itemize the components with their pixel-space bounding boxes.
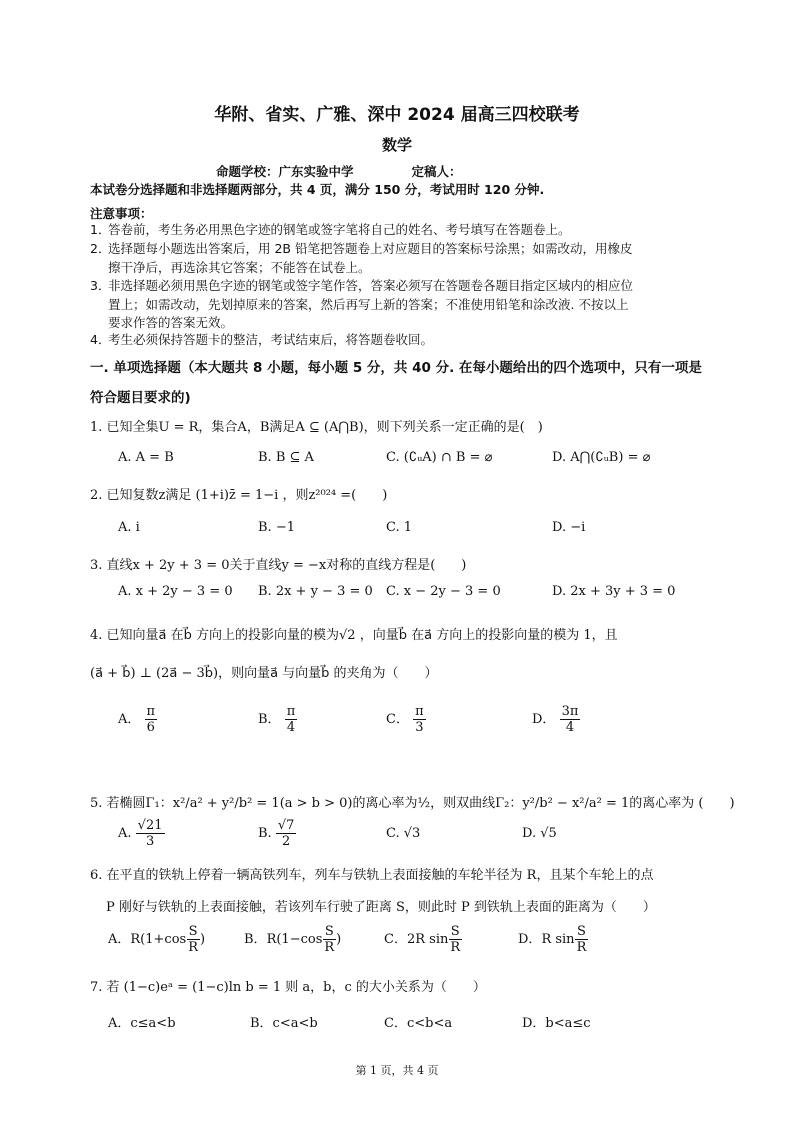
q7-option-c: C．c<b<a: [384, 1016, 453, 1031]
notice-item-2-cont: 擦干净后，再选涂其它答案；不能答在试卷上。: [108, 260, 371, 275]
question-5-stem: 5. 若椭圆Γ₁：x²/a² + y²/b² = 1(a > b > 0)的离心率为½，则双曲线Γ₂：y²/b² − x²/a² = 1的离心率为 ( ): [90, 796, 735, 811]
q4-option-c: C． $\frac{\pi}{3}$: [386, 704, 424, 735]
q5-option-d: D. √5: [522, 826, 557, 841]
question-4-stem-line1: 4. 已知向量a⃗ 在b⃗ 方向上的投影向量的模为√2 ，向量b⃗ 在a⃗ 方向上的投影向量的模为 1，且: [90, 628, 618, 643]
q2-option-d: D. −i: [552, 520, 586, 535]
page-footer: 第 1 页，共 4 页: [355, 1064, 439, 1077]
section-heading-line1: 一. 单项选择题（本大题共 8 小题，每小题 5 分，共 40 分. 在每小题给出的四个选项中，只有一项是: [90, 360, 702, 376]
exam-meta: [216, 162, 520, 180]
q4-option-b: B． $\frac{\pi}{4}$: [258, 704, 296, 735]
q5-option-c: C. √3: [386, 826, 421, 841]
notice-item-4: 4．考生必须保持答题卡的整洁，考试结束后，将答题卷收回。: [90, 332, 434, 347]
notice-item-2: 2．选择题每小题选出答案后，用 2B 铅笔把答题卷上对应题目的答案标号涂黑；如需改动，用橡皮: [90, 241, 633, 256]
q2-option-a: A. i: [118, 520, 140, 535]
q3-option-c: C. x − 2y − 3 = 0: [386, 584, 501, 599]
question-6-stem-line2: P 刚好与铁轨的上表面接触，若该列车行驶了距离 S，则此时 P 到铁轨上表面的距离为（ ）: [106, 900, 656, 915]
section-heading-line2: 符合题目要求的): [90, 390, 191, 406]
question-3-stem: 3. 直线x + 2y + 3 = 0关于直线y = −x对称的直线方程是( ): [90, 558, 467, 573]
q1-option-c: C. (∁ᵤA) ∩ B = ⌀: [386, 450, 493, 465]
question-7-stem: 7. 若 (1−c)eᵃ = (1−c)ln b = 1 则 a，b，c 的大小关系为（ ）: [90, 980, 486, 995]
q5-option-b: B. $\frac{√7}{2}$: [258, 818, 295, 849]
q4-option-d: D． $\frac{3\pi}{4}$: [532, 704, 579, 735]
q3-option-a: A. x + 2y − 3 = 0: [118, 584, 233, 599]
q6-option-b: B．R(1−cos $\frac{S}{R}$ ): [244, 924, 342, 955]
notice-item-1: 1．答卷前，考生务必用黑色字迹的钢笔或签字笔将自己的姓名、考号填写在答题卷上。: [90, 222, 571, 237]
q5-option-a: A. $\frac{√21}{3}$: [118, 818, 163, 849]
exam-subject: 数学: [381, 136, 412, 154]
q1-option-d: D. A⋂(∁ᵤB) = ⌀: [552, 450, 651, 465]
q3-option-b: B. 2x + y − 3 = 0: [258, 584, 373, 599]
notice-item-3-cont2: 要求作答的答案无效。: [108, 315, 234, 330]
q6-option-a: A．R(1+cos $\frac{S}{R}$ ): [108, 924, 206, 955]
q1-option-b: B. B ⊆ A: [258, 450, 314, 465]
notice-item-3: 3．非选择题必须用黑色字迹的钢笔或签字笔作答，答案必须写在答题卷各题目指定区域内的相应位: [90, 278, 634, 293]
author-label: 定稿人：: [411, 164, 462, 179]
q7-option-d: D．b<a≤c: [522, 1016, 591, 1031]
question-2-stem: 2. 已知复数z满足 (1+i)z̄ = 1−i ，则z²⁰²⁴ =( ): [90, 488, 388, 503]
q4-option-a: A． $\frac{\pi}{6}$: [118, 704, 156, 735]
q1-option-a: A. A = B: [118, 450, 174, 465]
question-6-stem-line1: 6. 在平直的铁轨上停着一辆高铁列车，列车与铁轨上表面接触的车轮半径为 R，且某个车轮上的点: [90, 868, 654, 883]
exam-summary: 本试卷分选择题和非选择题两部分，共 4 页，满分 150 分，考试用时 120 分钟.: [90, 182, 545, 197]
q6-option-c: C．2R sin $\frac{S}{R}$: [384, 924, 461, 955]
q2-option-c: C. 1: [386, 520, 413, 535]
notice-heading: 注意事项：: [90, 206, 153, 221]
exam-title: 华附、省实、广雅、深中 2024 届高三四校联考: [214, 105, 580, 125]
q2-option-b: B. −1: [258, 520, 295, 535]
q7-option-b: B．c<a<b: [250, 1016, 318, 1031]
question-4-stem-line2: (a⃗ + b⃗) ⊥ (2a⃗ − 3b⃗)，则向量a⃗ 与向量b⃗ 的夹角为（ ）: [90, 666, 438, 681]
q6-option-d: D．R sin $\frac{S}{R}$: [518, 924, 587, 955]
school-label: 命题学校：广东实验中学: [216, 164, 354, 179]
question-1-stem: 1. 已知全集U = R，集合A，B满足A ⊆ (A⋂B)，则下列关系一定正确的是( ): [90, 420, 543, 435]
q7-option-a: A．c≤a<b: [108, 1016, 176, 1031]
q3-option-d: D. 2x + 3y + 3 = 0: [552, 584, 676, 599]
notice-item-3-cont1: 置上；如需改动，先划掉原来的答案，然后再写上新的答案；不准使用铅笔和涂改液. 不按以上: [108, 297, 629, 312]
